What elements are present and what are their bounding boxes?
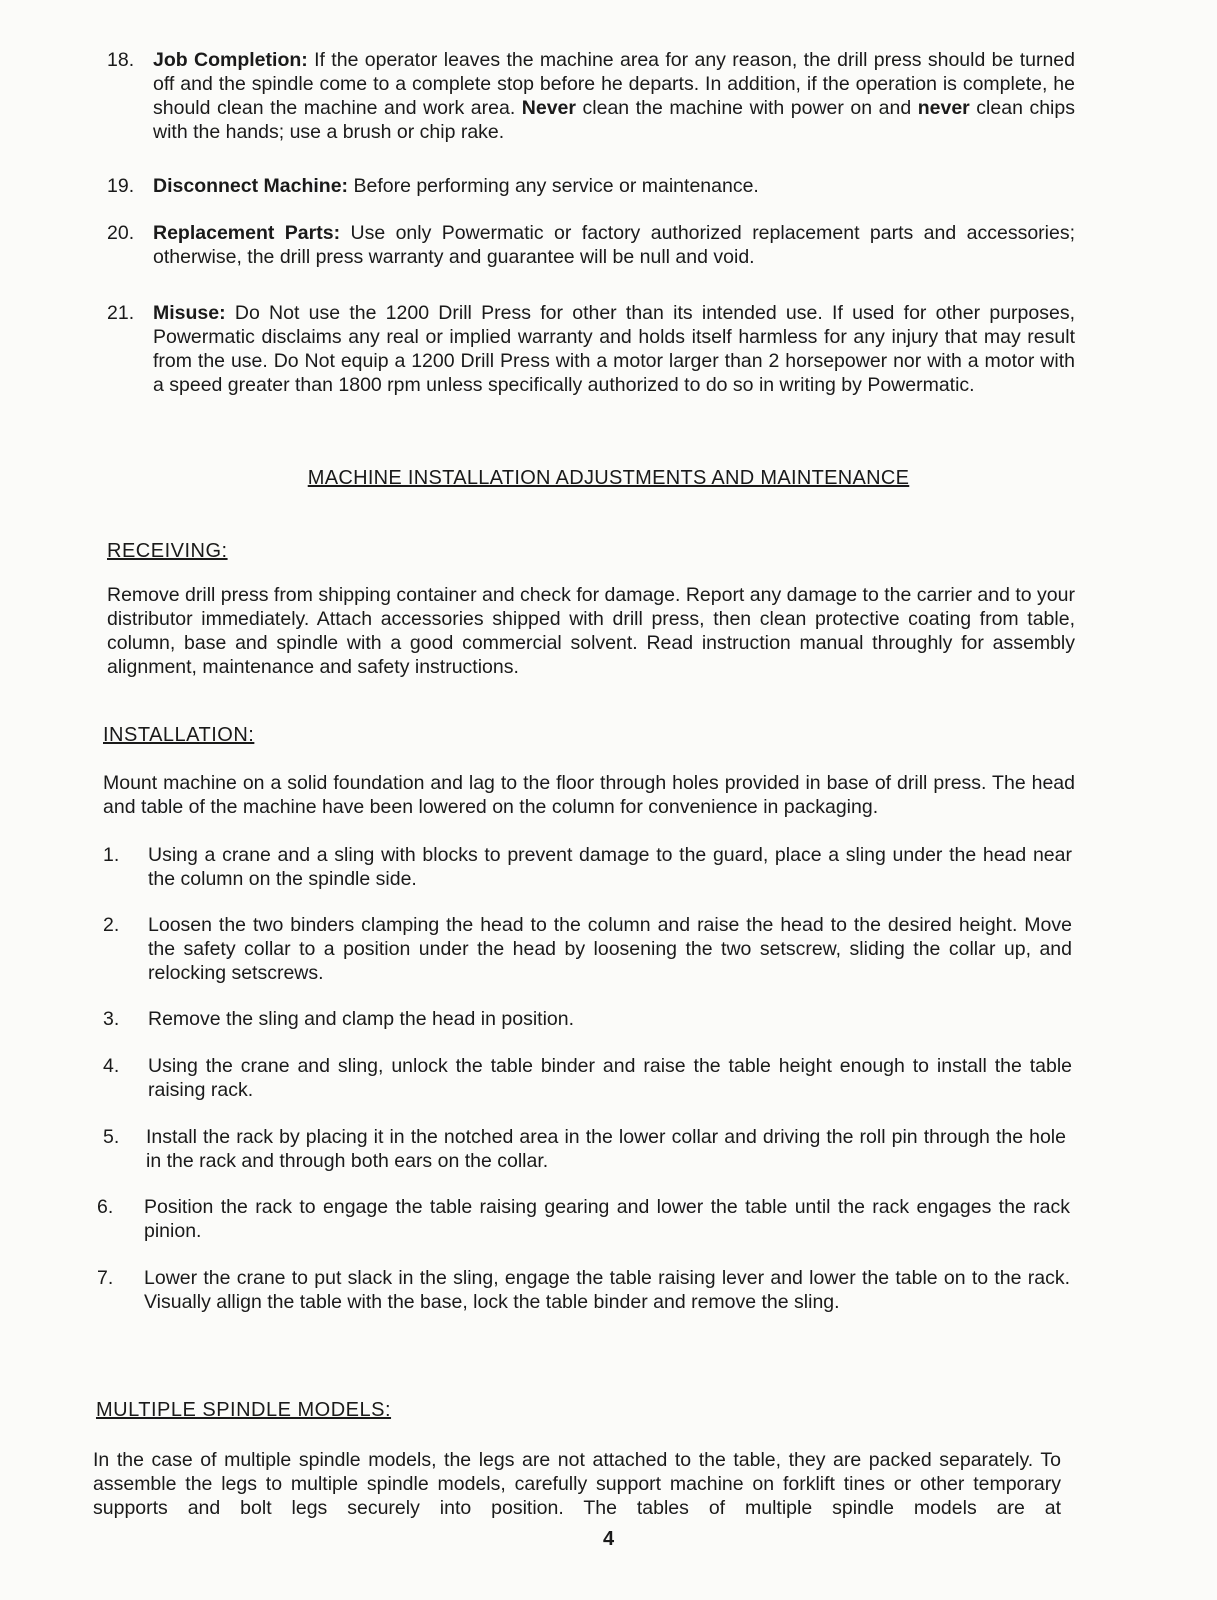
installation-intro: Mount machine on a solid foundation and lag to the floor through holes provided in base of drill press. The head and table of the machine have been lowered on the column for convenience in packaging. xyxy=(103,772,1075,818)
step-number: 5. xyxy=(103,1126,120,1148)
item-text: Misuse: Do Not use the 1200 Drill Press for other than its intended use. If used for other purposes, Powermatic disclaims any real or implied warranty and holds itself harmless for any injury that may result from the use. Do Not equip a 1200 Drill Press with a motor larger than 2 horsepower nor with a motor with a speed greater than 1800 rpm unless specifically authorized to do so in writing by Powermatic. xyxy=(153,302,1075,396)
item-number: 21. xyxy=(107,302,135,324)
multiple-spindle-paragraph: In the case of multiple spindle models, the legs are not attached to the table, they are packed separately. To assemble the legs to multiple spindle models, carefully support machine on forklift tines or other temporary supports and bolt legs securely into position. The tables of multiple spindle models are at xyxy=(93,1449,1061,1519)
step-number: 3. xyxy=(103,1008,120,1030)
item-title: Disconnect Machine: xyxy=(153,175,349,197)
step-number: 4. xyxy=(103,1055,120,1077)
item-title: Replacement Parts: xyxy=(153,222,341,244)
step-number: 2. xyxy=(103,914,120,936)
item-number: 18. xyxy=(107,49,135,71)
item-text: Job Completion: If the operator leaves the machine area for any reason, the drill press should be turned off and the spindle come to a complete stop before he departs. In addition, if the operation is complete, he should clean the machine and work area. Never clean the machine with power on and never clean chips with the hands; use a brush or chip rake. xyxy=(153,49,1075,143)
step-number: 6. xyxy=(97,1196,114,1218)
step-text: Remove the sling and clamp the head in position. xyxy=(148,1008,575,1030)
item-title: Misuse: xyxy=(153,302,226,324)
item-number: 20. xyxy=(107,222,135,244)
receiving-heading: RECEIVING: xyxy=(107,540,228,562)
item-number: 19. xyxy=(107,175,135,197)
installation-heading: INSTALLATION: xyxy=(103,724,255,746)
step-text: Lower the crane to put slack in the sling, engage the table raising lever and lower the table on to the rack. Visually allign the table with the base, lock the table binder and remove the sling. xyxy=(144,1267,1070,1313)
page-number: 4 xyxy=(602,1528,615,1550)
step-text: Position the rack to engage the table raising gearing and lower the table until the rack engages the rack pinion. xyxy=(144,1196,1070,1242)
step-text: Using the crane and sling, unlock the table binder and raise the table height enough to install the table raising rack. xyxy=(148,1055,1072,1101)
item-text: Disconnect Machine: Before performing any service or maintenance. xyxy=(153,175,759,197)
receiving-paragraph: Remove drill press from shipping container and check for damage. Report any damage to the carrier and to your distributor immediately. Attach accessories shipped with drill press, then clean protective coating from table, column, base and spindle with a good commercial solvent. Read instruction manual throughly for assembly alignment, maintenance and safety instructions. xyxy=(107,584,1075,678)
step-text: Using a crane and a sling with blocks to prevent damage to the guard, place a sling under the head near the column on the spindle side. xyxy=(148,844,1072,890)
step-number: 1. xyxy=(103,844,120,866)
item-text: Replacement Parts: Use only Powermatic or factory authorized replacement parts and accessories; otherwise, the drill press warranty and guarantee will be null and void. xyxy=(153,222,1075,268)
item-title: Job Completion: xyxy=(153,49,308,71)
step-text: Install the rack by placing it in the notched area in the lower collar and driving the roll pin through the hole in the rack and through both ears on the collar. xyxy=(146,1126,1066,1172)
step-text: Loosen the two binders clamping the head to the column and raise the head to the desired height. Move the safety collar to a position under the head by loosening the two setscrew, sliding the collar up, and relocking setscrews. xyxy=(148,914,1072,984)
section-heading-main: MACHINE INSTALLATION ADJUSTMENTS AND MAINTENANCE xyxy=(307,467,910,489)
multiple-spindle-heading: MULTIPLE SPINDLE MODELS: xyxy=(96,1399,392,1421)
step-number: 7. xyxy=(97,1267,114,1289)
